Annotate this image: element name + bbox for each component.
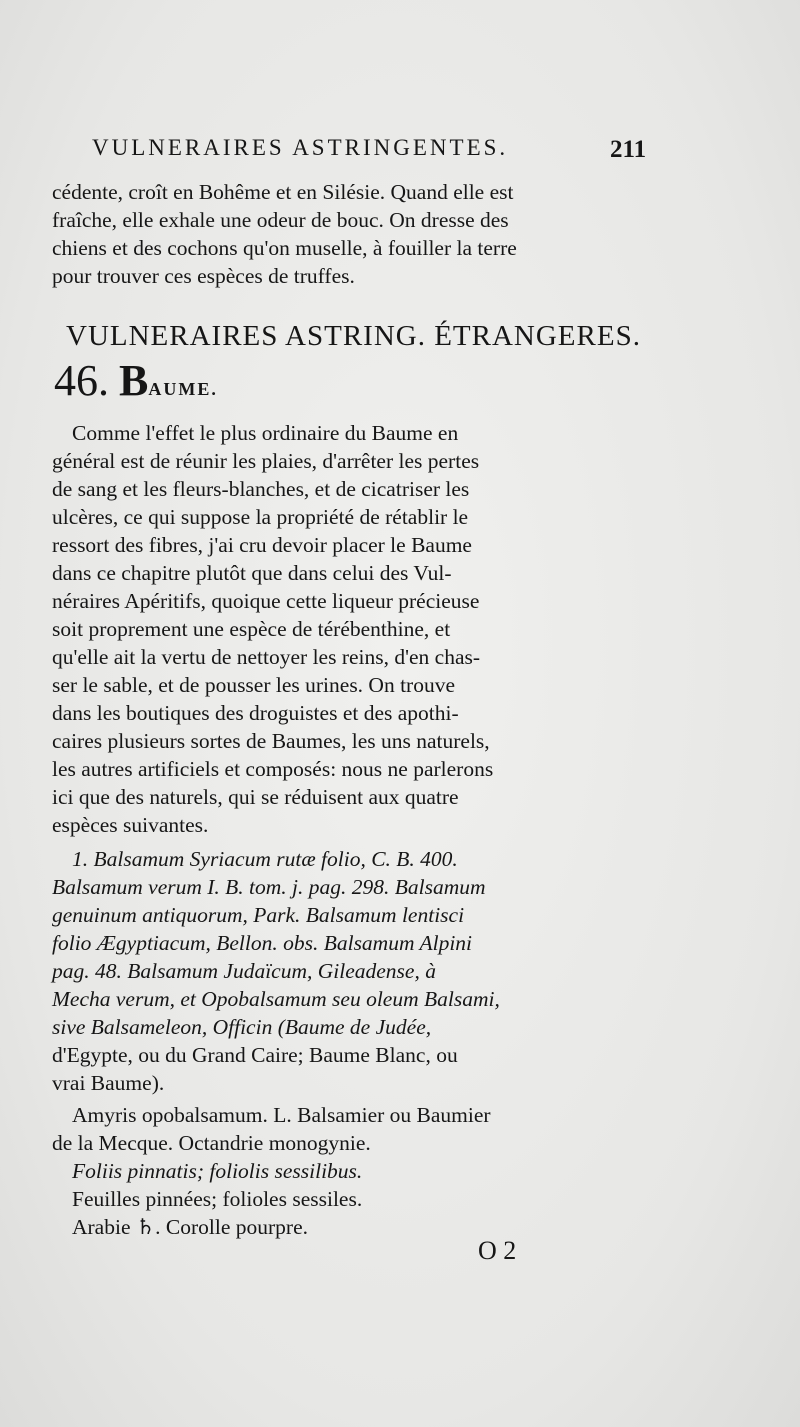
text-line: ser le sable, et de pousser les urines. On trouve [52, 673, 456, 697]
text-line: qu'elle ait la vertu de nettoyer les reins, d'en chas- [52, 645, 481, 669]
synonymy-line: 1. Balsamum Syriacum rutæ folio, C. B. 400. [72, 847, 458, 871]
text-line: les autres artificiels et composés: nous ne parlerons [52, 757, 494, 781]
synonymy-line: Mecha verum, et Opobalsamum seu oleum Balsami, [52, 987, 500, 1011]
synonymy-line: pag. 48. Balsamum Judaïcum, Gileadense, à [52, 959, 436, 983]
botanical-line: Amyris opobalsamum. L. Balsamier ou Baumier [72, 1103, 491, 1127]
entry-heading [54, 355, 218, 406]
text-line: ulcères, ce qui suppose la propriété de rétablir le [52, 505, 469, 529]
synonymy-line: genuinum antiquorum, Park. Balsamum lentisci [52, 903, 465, 927]
synonymy-line: sive Balsameleon, Officin (Baume de Judée, [52, 1015, 432, 1039]
page-number: 211 [610, 136, 647, 163]
text-line: de sang et les fleurs-blanches, et de cicatriser les [52, 477, 470, 501]
section-title: VULNERAIRES ASTRING. ÉTRANGERES. [66, 320, 641, 352]
botanical-line: Arabie ♄. Corolle pourpre. [72, 1215, 308, 1239]
text-line: néraires Apéritifs, quoique cette liqueur précieuse [52, 589, 480, 613]
text-line: ressort des fibres, j'ai cru devoir placer le Baume [52, 533, 472, 557]
text-line: caires plusieurs sortes de Baumes, les uns naturels, [52, 729, 490, 753]
botanical-line: Foliis pinnatis; foliolis sessilibus. [72, 1159, 363, 1183]
synonymy-line: vrai Baume). [52, 1071, 165, 1095]
text-line: ici que des naturels, qui se réduisent aux quatre [52, 785, 459, 809]
signature-mark: O 2 [478, 1236, 517, 1265]
entry-number: 46. [54, 356, 109, 405]
botanical-line: de la Mecque. Octandrie monogynie. [52, 1131, 371, 1155]
text-line: dans les boutiques des droguistes et des apothi- [52, 701, 459, 725]
text-line: soit proprement une espèce de térébenthine, et [52, 617, 451, 641]
synonymy-line: folio Ægyptiacum, Bellon. obs. Balsamum Alpini [52, 931, 473, 955]
synonymy-line: d'Egypte, ou du Grand Caire; Baume Blanc, ou [52, 1043, 458, 1067]
running-title: VULNERAIRES ASTRINGENTES. [92, 135, 509, 160]
entry-title-initial: B [119, 356, 149, 405]
botanical-line: Feuilles pinnées; folioles sessiles. [72, 1187, 363, 1211]
text-line: chiens et des cochons qu'on muselle, à fouiller la terre [52, 236, 517, 260]
text-line: Comme l'effet le plus ordinaire du Baume en [72, 421, 459, 445]
text-line: général est de réunir les plaies, d'arrêter les pertes [52, 449, 480, 473]
text-line: espèces suivantes. [52, 813, 209, 837]
text-line: fraîche, elle exhale une odeur de bouc. On dresse des [52, 208, 509, 232]
synonymy-line: Balsamum verum I. B. tom. j. pag. 298. Balsamum [52, 875, 486, 899]
entry-title-rest: AUME. [148, 379, 218, 399]
text-line: dans ce chapitre plutôt que dans celui des Vul- [52, 561, 452, 585]
text-line: pour trouver ces espèces de truffes. [52, 264, 355, 288]
text-line: cédente, croît en Bohême et en Silésie. Quand elle est [52, 180, 514, 204]
